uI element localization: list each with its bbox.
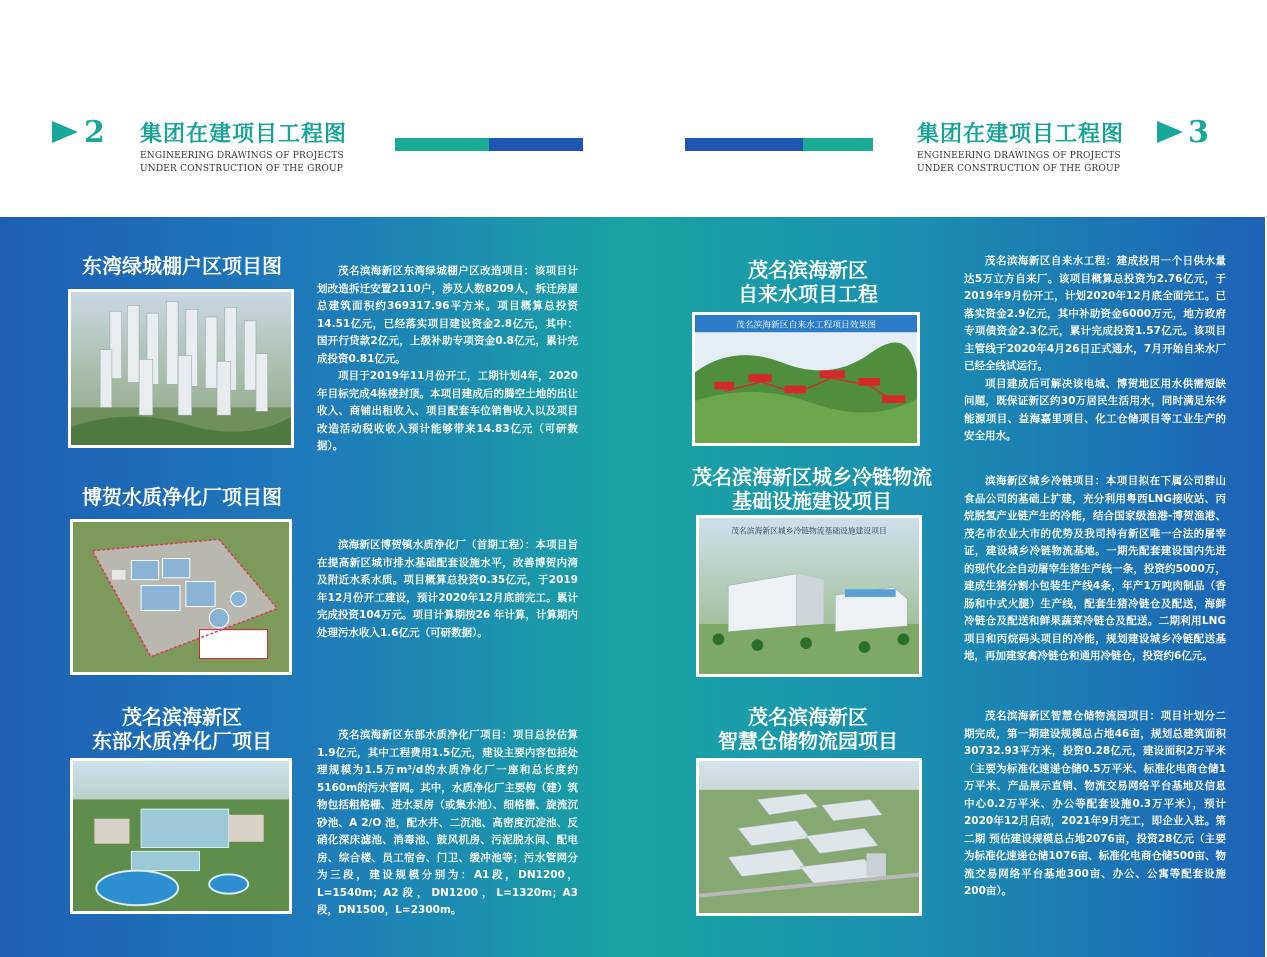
photo-banner-water-supply: 茂名滨海新区自来水工程项目效果图 xyxy=(735,320,877,331)
project-photo-water-supply xyxy=(692,312,920,446)
project-title-logistics-line2: 智慧仓储物流园项目 xyxy=(718,729,898,753)
project-title-bohe: 博贺水质净化厂项目图 xyxy=(82,485,282,509)
paragraph: 项目于2019年11月份开工，工期计划4年，2020年目标完成4栋楼封顶。本项目建成后的腾空土地的出让收入、商铺出租收入、项目配套车位销售收入以及项目改造活动税收收入预计能够带来14.83亿元（可研数据）。 xyxy=(317,370,578,452)
project-title-water-supply-line1: 茂名滨海新区 xyxy=(748,258,868,282)
project-title-cold-chain-line2: 基础设施建设项目 xyxy=(732,489,892,513)
section-title-right: 集团在建项目工程图 xyxy=(917,122,1125,147)
project-title-water-supply-line2: 自来水项目工程 xyxy=(738,282,878,306)
project-desc-cold-chain xyxy=(964,473,1226,666)
project-title-dongwan: 东湾绿城棚户区项目图 xyxy=(82,254,282,278)
section-subtitle-left-line1: ENGINEERING DRAWINGS OF PROJECTS xyxy=(140,151,344,161)
paragraph: 滨海新区博贺镇水质净化厂（首期工程）：本项目旨在提高新区城市排水基础配套设施水平，改善博贺内湾及附近水系水质。项目概算总投资0.35亿元，于2019年12月份开工建设，预计2020年12月底前完工。累计完成投资104万元。项目计算期按26 年计算，计算期内处理污水收入1.6亿元（可研数据）。 xyxy=(317,539,578,639)
section-subtitle-left-line2: UNDER CONSTRUCTION OF THE GROUP xyxy=(140,164,344,174)
paragraph: 项目建成后可解决该电城、博贺地区用水供需短缺问题，既保证新区约30万居民生活用水，同时满足东华能源项目、益海嘉里项目、化工仓储项目等工业生产的安全用水。 xyxy=(964,377,1226,442)
project-desc-dongwan xyxy=(317,263,578,456)
decor-bar-teal-left xyxy=(395,138,489,151)
paragraph: 茂名滨海新区东湾绿城棚户区改造项目：该项目计划改造拆迁安置2110户，涉及人数8209人，拆迁房屋总建筑面积约369317.96平方米。项目概算总投资14.51亿元，已经落实项目建设资金2.8亿元，其中：国开行贷款2亿元，上级补助专项资金0.8亿元，累计完成投资0.81亿元。 xyxy=(317,265,578,365)
photo-banner-cold-chain: 茂名滨海新区城乡冷链物流基础设施建设项目 xyxy=(731,526,887,536)
decor-bar-teal-right xyxy=(803,138,873,151)
project-title-cold-chain-line1: 茂名滨海新区城乡冷链物流 xyxy=(692,465,932,489)
project-photo-logistics xyxy=(696,758,922,916)
section-subtitle-right-line2: UNDER CONSTRUCTION OF THE GROUP xyxy=(917,164,1121,174)
page-number-left: 2 xyxy=(84,115,105,150)
project-title-logistics-line1: 茂名滨海新区 xyxy=(748,705,868,729)
section-subtitle-right-line1: ENGINEERING DRAWINGS OF PROJECTS xyxy=(917,151,1121,161)
section-title-left: 集团在建项目工程图 xyxy=(140,122,348,147)
project-title-east-water-line1: 茂名滨海新区 xyxy=(122,705,242,729)
page-header xyxy=(0,0,1267,217)
project-photo-east-water xyxy=(70,758,292,914)
project-photo-dongwan xyxy=(68,289,294,448)
project-title-east-water-line2: 东部水质净化厂项目 xyxy=(92,729,272,753)
play-arrow-icon xyxy=(52,121,78,143)
decor-bar-blue-left xyxy=(489,138,583,151)
paragraph: 茂名滨海新区智慧仓储物流园项目：项目计划分二期完成，第一期建设规模总占地46亩，规划总建筑面积30732.93平方米，投资0.28亿元，建设面积2万平米（主要为标准化速递仓储0.5万平米、标准化电商仓储1万平米、产品展示直销、物流交易网络平台基地及信息中心0.2万平米、办公等配套设施0.3万平米），预计2020年12月启动，2021年9月完工，即企业入驻。第二期 预估建设规模总占地2076亩，投资28亿元（主要为标准化速递仓储1076亩、标准化电商仓储500亩、物流交易网络平台基地300亩、办公、公寓等配套设施200亩）。 xyxy=(964,710,1226,897)
page-number-right: 3 xyxy=(1188,115,1209,150)
project-desc-east-water xyxy=(317,727,578,920)
project-photo-bohe xyxy=(70,519,292,675)
project-photo-cold-chain xyxy=(696,515,922,677)
decor-bar-blue-right xyxy=(685,138,803,151)
play-arrow-icon xyxy=(1157,121,1183,143)
project-desc-logistics xyxy=(964,708,1226,901)
project-desc-bohe xyxy=(317,537,578,642)
project-desc-water-supply xyxy=(964,253,1226,446)
paragraph: 滨海新区城乡冷链项目：本项目拟在下属公司群山食品公司的基础上扩建，充分利用粤西LNG接收站、丙烷脱氢产业链产生的冷能，结合国家级渔港-博贺渔港、茂名市农业大市的优势及我司持有新区唯一合法的屠宰证，建设城乡冷链物流基地。一期先配套建设国内先进的现代化全自动屠宰生猪生产线一条，投资约5000万，建成生猪分割小包装生产线4条，年产1万吨肉制品（香肠和中式火腿）生产线，配套生猪冷链仓及配送，海鲜冷链仓及配送和鲜果蔬菜冷链仓及配送。二期利用LNG项目和丙烷码头项目的冷能，规划建设城乡冷链配送基地，再加建家禽冷链仓和通用冷链仓，投资约6亿元。 xyxy=(964,475,1226,662)
paragraph: 茂名滨海新区自来水工程：建成投用一个日供水量达5万立方自来厂。该项目概算总投资为2.76亿元，于2019年9月份开工，计划2020年12月底全面完工。已落实资金2.9亿元，其中补助资金6000万元，地方政府专项债资金2.3亿元，累计完成投资1.57亿元。该项目主管线于2020年4月26日正式通水，7月开始自来水厂已经全线试运行。 xyxy=(964,255,1226,372)
paragraph: 茂名滨海新区东部水质净化厂项目：项目总投估算1.9亿元，其中工程费用1.5亿元，建设主要内容包括处理规模为1.5万m³/d的水质净化厂一座和总长度约5160m的污水管网。其中，水质净化厂主要构（建）筑物包括粗格栅、进水泵房（或集水池）、细格栅、旋流沉砂池、A 2/O 池，配水井、二沉池、高密度沉淀池、反硝化深床滤池、消毒池、鼓风机房、污泥脱水间、配电房、综合楼、员工宿舍、门卫、缓冲池等；污水管网分为三段，建设规模分别为：A1段，DN1200，L=1540m；A2段，DN1200，L=1320m；A3段，DN1500，L=2300m。 xyxy=(317,729,578,916)
